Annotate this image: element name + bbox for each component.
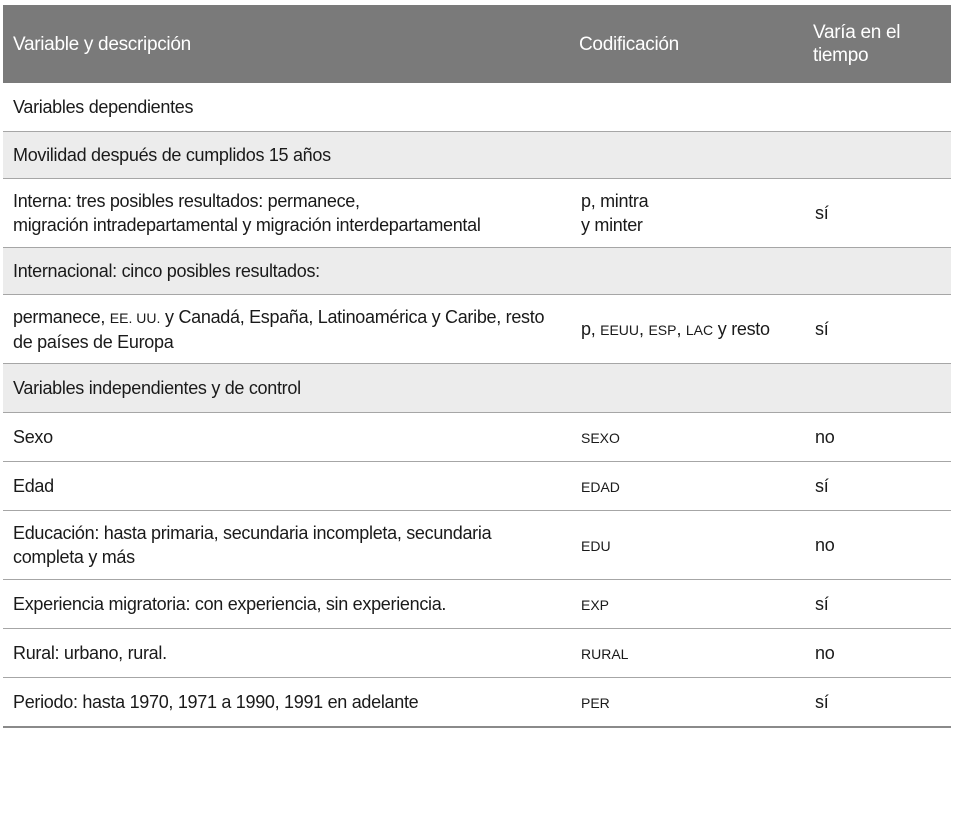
table-header xyxy=(3,5,951,83)
table-row-interna xyxy=(3,179,951,248)
sexo-description: Sexo xyxy=(3,413,569,462)
header-varia-line1: Varía en el xyxy=(813,22,901,43)
rural-varia: no xyxy=(803,629,951,678)
code-p: p, xyxy=(581,318,601,339)
section-label-internacional: Internacional: cinco posibles resultados: xyxy=(3,248,951,295)
code-eeuu: EEUU xyxy=(600,321,640,338)
table-row-internacional xyxy=(3,295,951,364)
experiencia-description: Experiencia migratoria: con experiencia, sin experiencia. xyxy=(3,580,569,629)
code-sep2: , xyxy=(676,318,686,339)
periodo-varia: sí xyxy=(803,678,951,728)
internacional-desc-eeuu: EE. UU. xyxy=(109,309,161,326)
table-row-periodo xyxy=(3,678,951,728)
educacion-varia: no xyxy=(803,511,951,580)
educacion-description xyxy=(3,511,569,580)
educacion-desc-line2: completa y más xyxy=(13,547,135,567)
educacion-code: EDU xyxy=(581,537,611,554)
header-varia-line2: tiempo xyxy=(813,45,869,66)
internacional-desc-line2: de países de Europa xyxy=(13,331,174,352)
table-row-edad xyxy=(3,462,951,511)
table-row-educacion xyxy=(3,511,951,580)
interna-code xyxy=(569,179,803,248)
header-variable: Variable y descripción xyxy=(3,5,569,83)
code-esp: ESP xyxy=(648,321,677,338)
code-lac: LAC xyxy=(685,321,714,338)
interna-description xyxy=(3,179,569,248)
interna-code-line2: y minter xyxy=(581,215,643,235)
educacion-desc-line1: Educación: hasta primaria, secundaria incompleta, secundaria xyxy=(13,523,492,543)
periodo-description: Periodo: hasta 1970, 1971 a 1990, 1991 en adelante xyxy=(3,678,569,728)
code-sep1: , xyxy=(639,318,649,339)
internacional-description xyxy=(3,295,569,364)
interna-varia: sí xyxy=(803,179,951,248)
section-label-dependientes: Variables dependientes xyxy=(3,83,951,132)
table-row-experiencia xyxy=(3,580,951,629)
variables-table-container xyxy=(3,5,951,728)
interna-desc-line2: migración intradepartamental y migración interdepartamental xyxy=(13,215,481,235)
header-codificacion: Codificación xyxy=(569,5,803,83)
experiencia-varia: sí xyxy=(803,580,951,629)
edad-description: Edad xyxy=(3,462,569,511)
section-label-movilidad: Movilidad después de cumplidos 15 años xyxy=(3,132,951,179)
rural-code: RURAL xyxy=(581,645,629,662)
section-label-independientes: Variables independientes y de control xyxy=(3,364,951,413)
table-row-rural xyxy=(3,629,951,678)
section-row-independientes xyxy=(3,364,951,413)
section-row-dependientes xyxy=(3,83,951,132)
variables-table xyxy=(3,5,951,728)
table-row-sexo xyxy=(3,413,951,462)
section-row-internacional xyxy=(3,248,951,295)
section-row-movilidad xyxy=(3,132,951,179)
experiencia-code: EXP xyxy=(581,596,610,613)
interna-desc-line1: Interna: tres posibles resultados: permanece, xyxy=(13,191,360,211)
rural-description: Rural: urbano, rural. xyxy=(3,629,569,678)
header-varia xyxy=(803,5,951,83)
internacional-desc-part2: y Canadá, España, Latinoamérica y Caribe, resto xyxy=(160,306,545,327)
code-resto: y resto xyxy=(713,318,770,339)
periodo-code: PER xyxy=(581,694,610,711)
edad-varia: sí xyxy=(803,462,951,511)
sexo-code: SEXO xyxy=(581,429,620,446)
sexo-varia: no xyxy=(803,413,951,462)
internacional-desc-part1: permanece, xyxy=(13,306,110,327)
internacional-varia: sí xyxy=(803,295,951,364)
internacional-code xyxy=(569,295,803,364)
edad-code: EDAD xyxy=(581,478,620,495)
interna-code-line1: p, mintra xyxy=(581,191,649,211)
